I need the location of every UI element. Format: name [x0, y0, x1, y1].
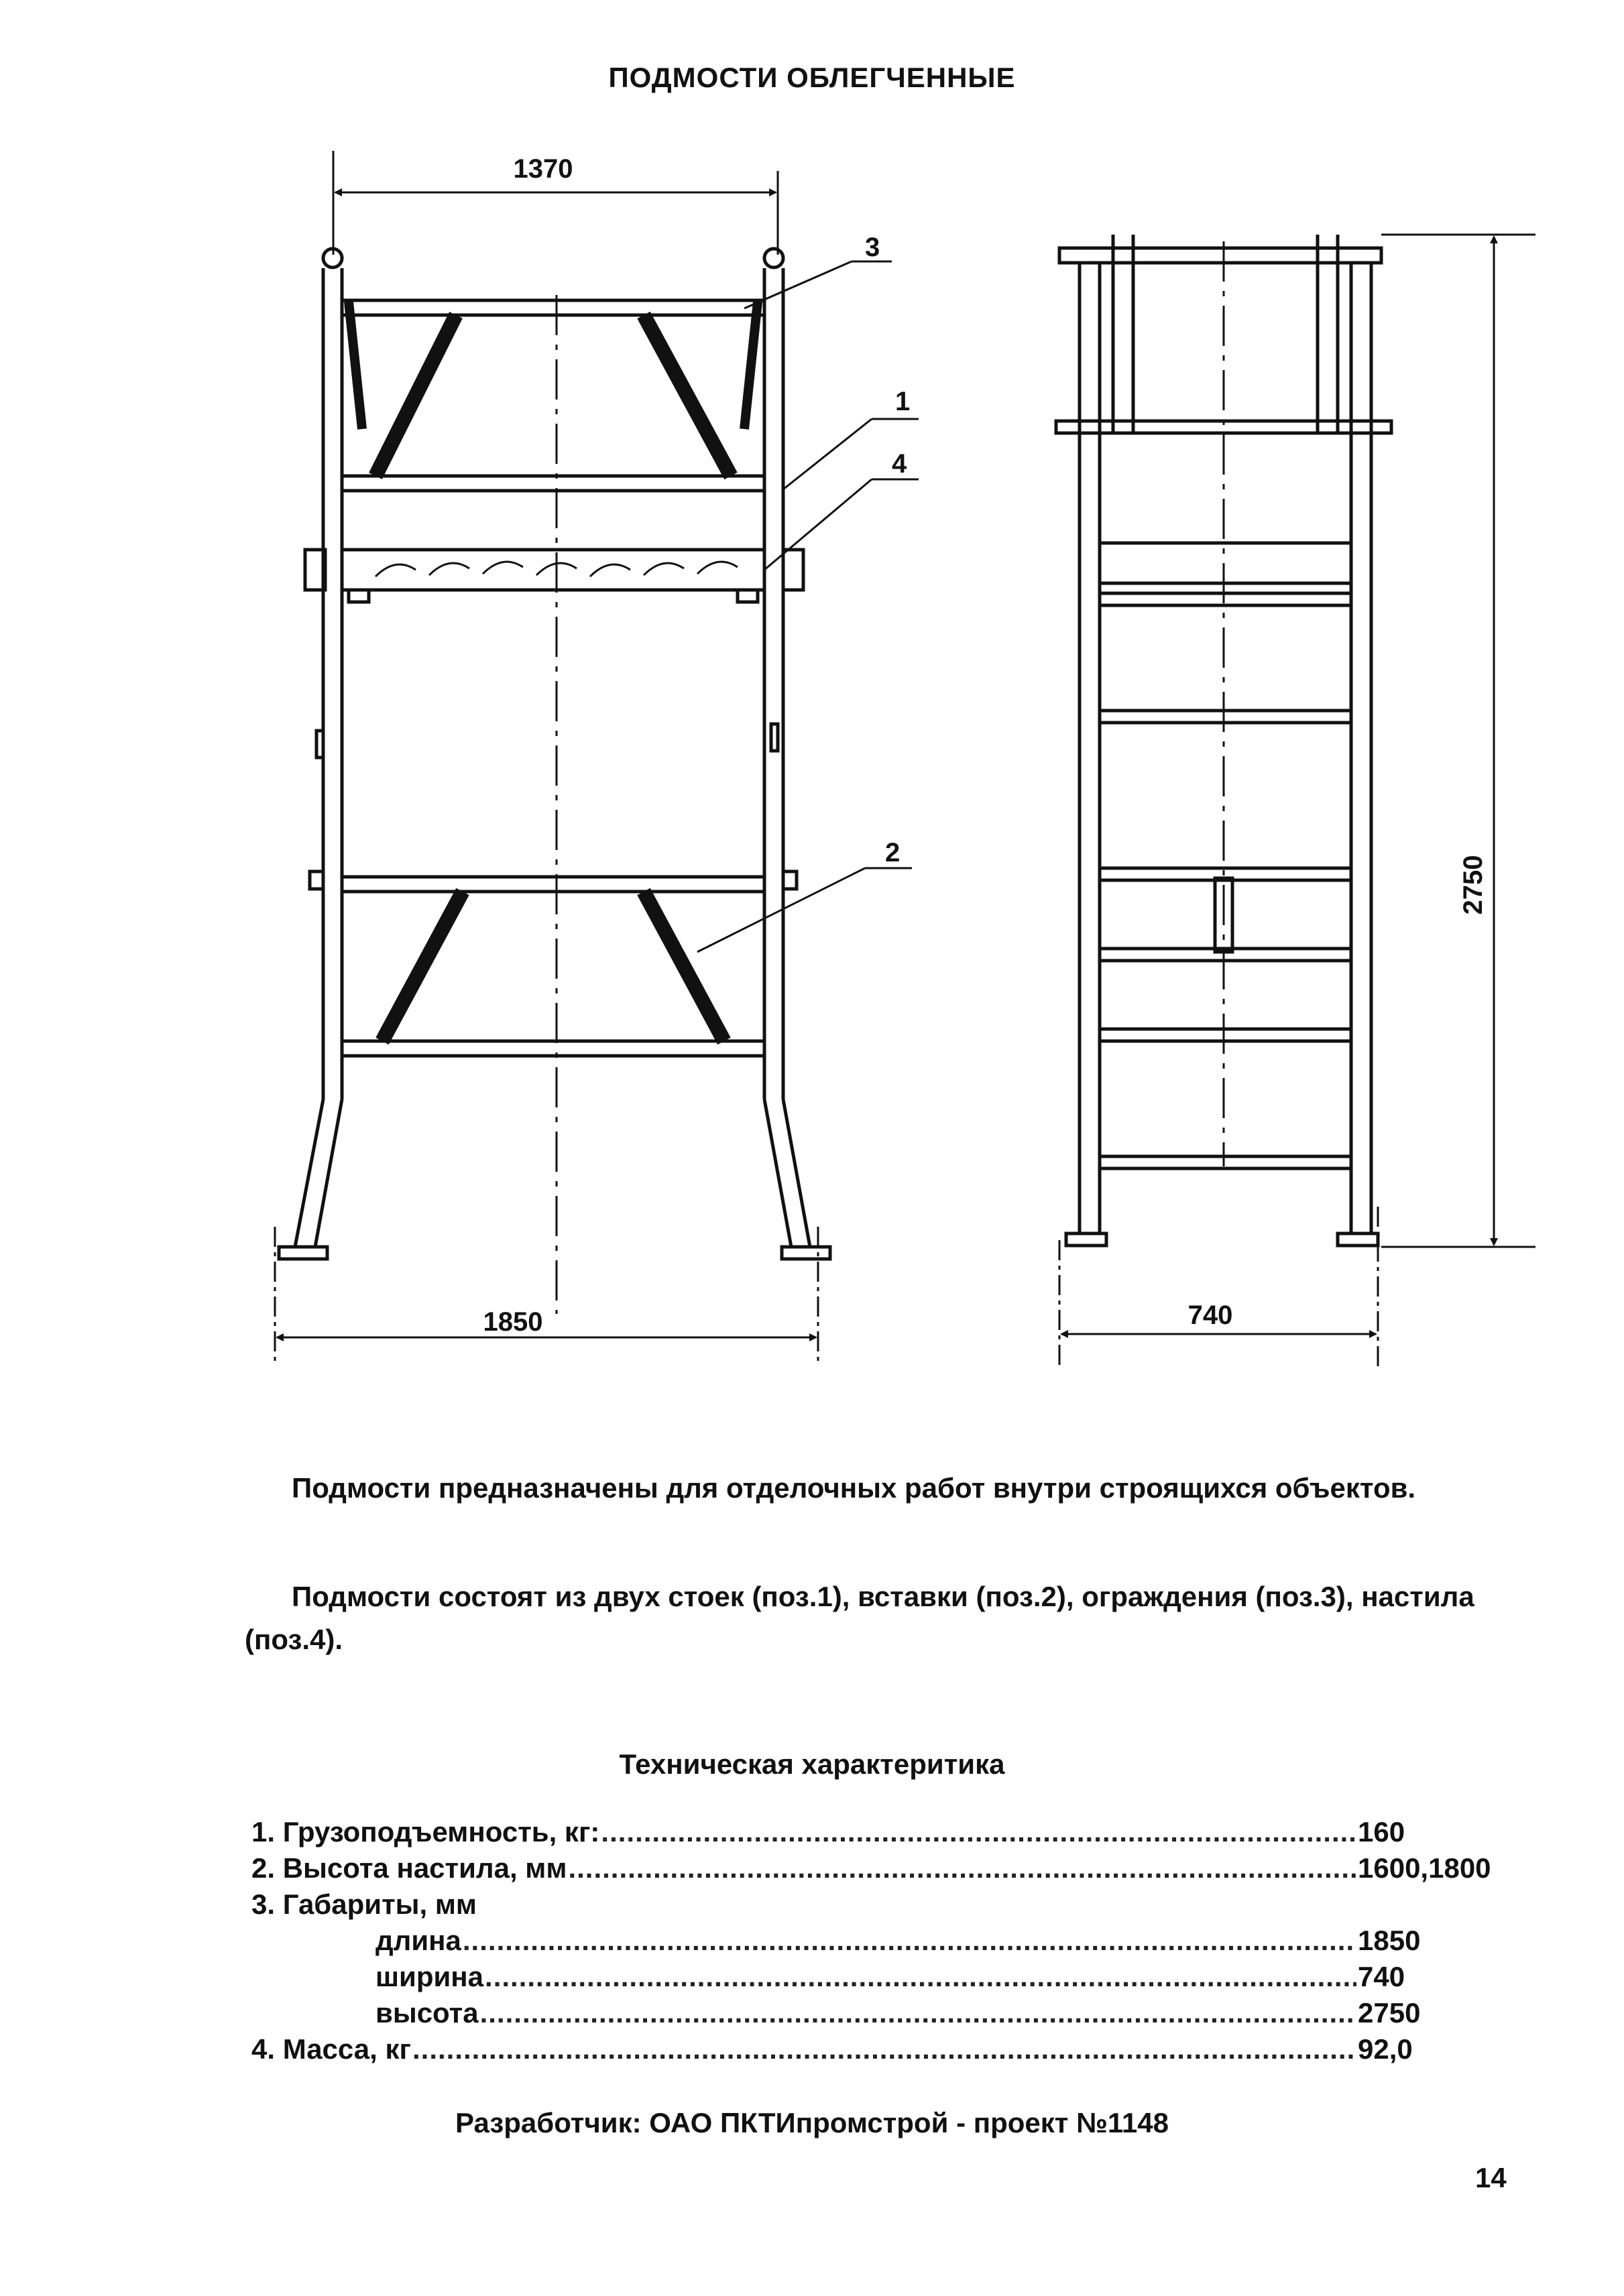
side-deck	[1100, 543, 1351, 583]
side-dim-bottom-label: 740	[1187, 1301, 1233, 1330]
front-view	[275, 151, 919, 1361]
side-dim-height	[1381, 235, 1535, 1247]
spec-label: высота	[375, 1997, 479, 2029]
spec-value: 2750	[1358, 1997, 1421, 2029]
specs-title: Техническая характеритика	[619, 1748, 1005, 1780]
front-lower-braces	[382, 892, 724, 1041]
description-paragraph-2: Подмости состоят из двух стоек (поз.1), вставки (поз.2), ограждения (поз.3), настила (поз.4).	[245, 1581, 1474, 1655]
side-rungs	[1100, 593, 1351, 1168]
page-title: ПОДМОСТИ ОБЛЕГЧЕННЫЕ	[608, 62, 1016, 93]
front-left-post	[279, 249, 342, 1259]
developer-footer: Разработчик: ОАО ПКТИпромстрой - проект №1148	[455, 2107, 1169, 2138]
side-top-rail	[1059, 248, 1381, 263]
description-paragraph-1: Подмости предназначены для отделочных работ внутри строящихся объектов.	[292, 1472, 1416, 1504]
front-platform-deck	[305, 550, 803, 602]
spec-value: 1850	[1358, 1925, 1421, 1956]
spec-row	[251, 1814, 1512, 1850]
side-view	[1056, 235, 1535, 1368]
spec-label: ширина	[375, 1961, 484, 1992]
front-upper-braces	[375, 315, 731, 476]
spec-value: 740	[1358, 1961, 1405, 1992]
spec-row	[251, 1886, 1512, 1923]
callout-3: 3	[865, 233, 880, 262]
spec-label: 4. Масса, кг	[251, 2033, 411, 2065]
spec-label: 1. Грузоподъемность, кг:	[251, 1816, 600, 1848]
callout-1: 1	[895, 387, 911, 416]
spec-label: 3. Габариты, мм	[251, 1888, 477, 1920]
front-dim-bottom-label: 1850	[483, 1307, 543, 1337]
spec-value: 92,0	[1358, 2033, 1413, 2065]
spec-value: 160	[1358, 1816, 1405, 1848]
side-dim-height-label: 2750	[1458, 855, 1488, 915]
front-dim-top	[333, 151, 778, 255]
callout-2: 2	[885, 838, 901, 867]
spec-row	[251, 1850, 1512, 1886]
front-callouts	[697, 233, 919, 952]
spec-row	[251, 2031, 1512, 2067]
spec-row	[251, 1959, 1512, 1995]
spec-row	[251, 1923, 1512, 1959]
callout-4: 4	[892, 449, 907, 479]
spec-label: 2. Высота настила, мм	[251, 1852, 567, 1884]
front-right-post	[764, 249, 830, 1259]
spec-value: 1600,1800	[1358, 1852, 1491, 1884]
specs-list	[251, 1814, 1512, 2067]
spec-label: длина	[375, 1925, 461, 1956]
side-dim-bottom	[1059, 1207, 1378, 1368]
front-dim-top-label: 1370	[513, 154, 573, 184]
page-number: 14	[1475, 2162, 1507, 2193]
front-dim-bottom	[275, 1227, 818, 1361]
spec-row	[251, 1995, 1512, 2031]
